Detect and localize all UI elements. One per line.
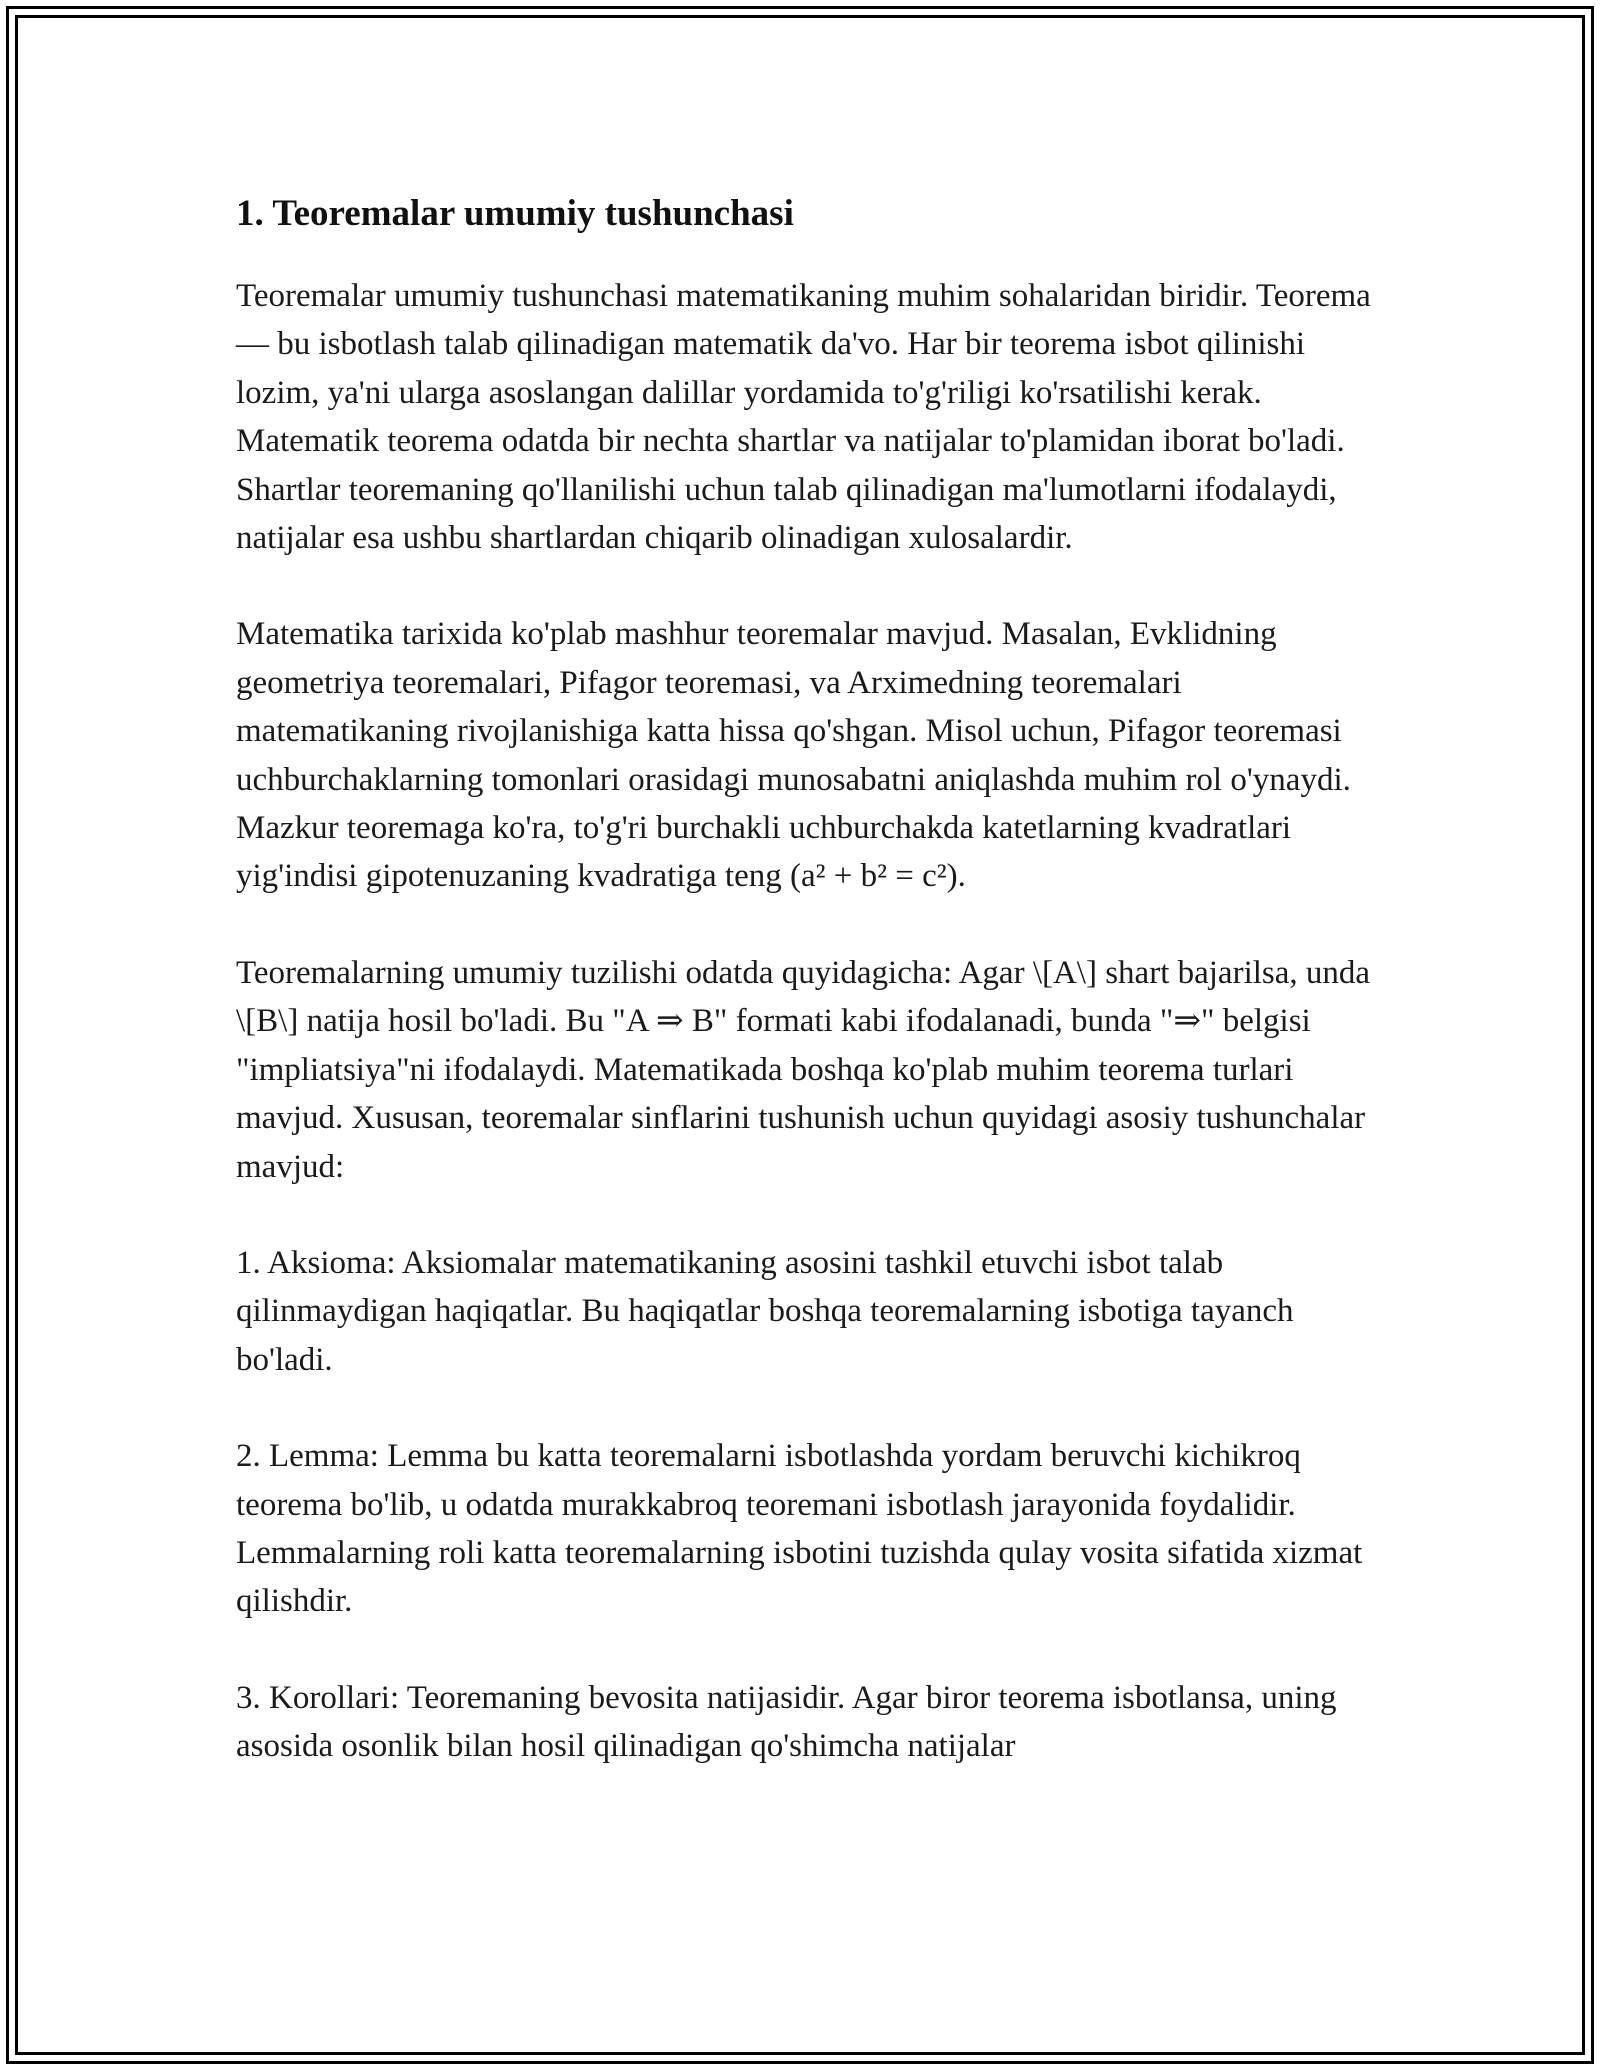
list-item-lemma: 2. Lemma: Lemma bu katta teoremalarni isbotlashda yordam beruvchi kichikroq teorema bo'lib, u odatda murakkabroq teoremani isbotlash jarayonida foydalidir. Lemmalarning roli katta teoremalarning isbotini tuzishda qulay vosita sifatida xizmat qilishdir. [236, 1438, 1363, 1620]
paragraph-history: Matematika tarixida ko'plab mashhur teoremalar mavjud. Masalan, Evklidning geometriya teoremalari, Pifagor teoremasi, va Arximedning teoremalari matematikaning rivojlanishiga katta hissa qo'shgan. Misol uchun, Pifagor teoremasi uchburchaklarning tomonlari orasidagi munosabatni aniqlashda muhim rol o'ynaydi. Mazkur teoremaga ko'ra, to'g'ri burchakli uchburchakda katetlarning kvadratlari yig'indisi gipotenuzaning kvadratiga teng (a² + b² = c²). [236, 616, 1351, 895]
paragraph-structure: Teoremalarning umumiy tuzilishi odatda quyidagicha: Agar \[A\] shart bajarilsa, unda \[B\] natija hosil bo'ladi. Bu "A ⇒ B" formati kabi ifodalanadi, bunda "⇒" belgisi "impliatsiya"ni ifodalaydi. Matematikada boshqa ko'plab muhim teorema turlari mavjud. Xususan, teoremalar sinflarini tushunish uchun quyidagi asosiy tushunchalar mavjud: [236, 954, 1371, 1185]
list-item-corollary: 3. Korollari: Teoremaning bevosita natijasidir. Agar biror teorema isbotlansa, uning asosida osonlik bilan hosil qilinadigan qo'shimcha natijalar [236, 1679, 1337, 1765]
paragraph-intro: Teoremalar umumiy tushunchasi matematikaning muhim sohalaridan biridir. Teorema — bu isbotlash talab qilinadigan matematik da'vo. Har bir teorema isbot qilinishi lozim, ya'ni ularga asoslangan dalillar yordamida to'g'riligi ko'rsatilishi kerak. Matematik teorema odatda bir nechta shartlar va natijalar to'plamidan iborat bo'ladi. Shartlar teoremaning qo'llanilishi uchun talab qilinadigan ma'lumotlarni ifodalaydi, natijalar esa ushbu shartlardan chiqarib olinadigan xulosalardir. [236, 278, 1371, 557]
list-item-axiom: 1. Aksioma: Aksiomalar matematikaning asosini tashkil etuvchi isbot talab qilinmaydigan haqiqatlar. Bu haqiqatlar boshqa teoremalarning isbotiga tayanch bo'ladi. [236, 1244, 1294, 1378]
document-body [236, 188, 1376, 1819]
section-heading: 1. Teoremalar umumiy tushunchasi [236, 193, 794, 234]
